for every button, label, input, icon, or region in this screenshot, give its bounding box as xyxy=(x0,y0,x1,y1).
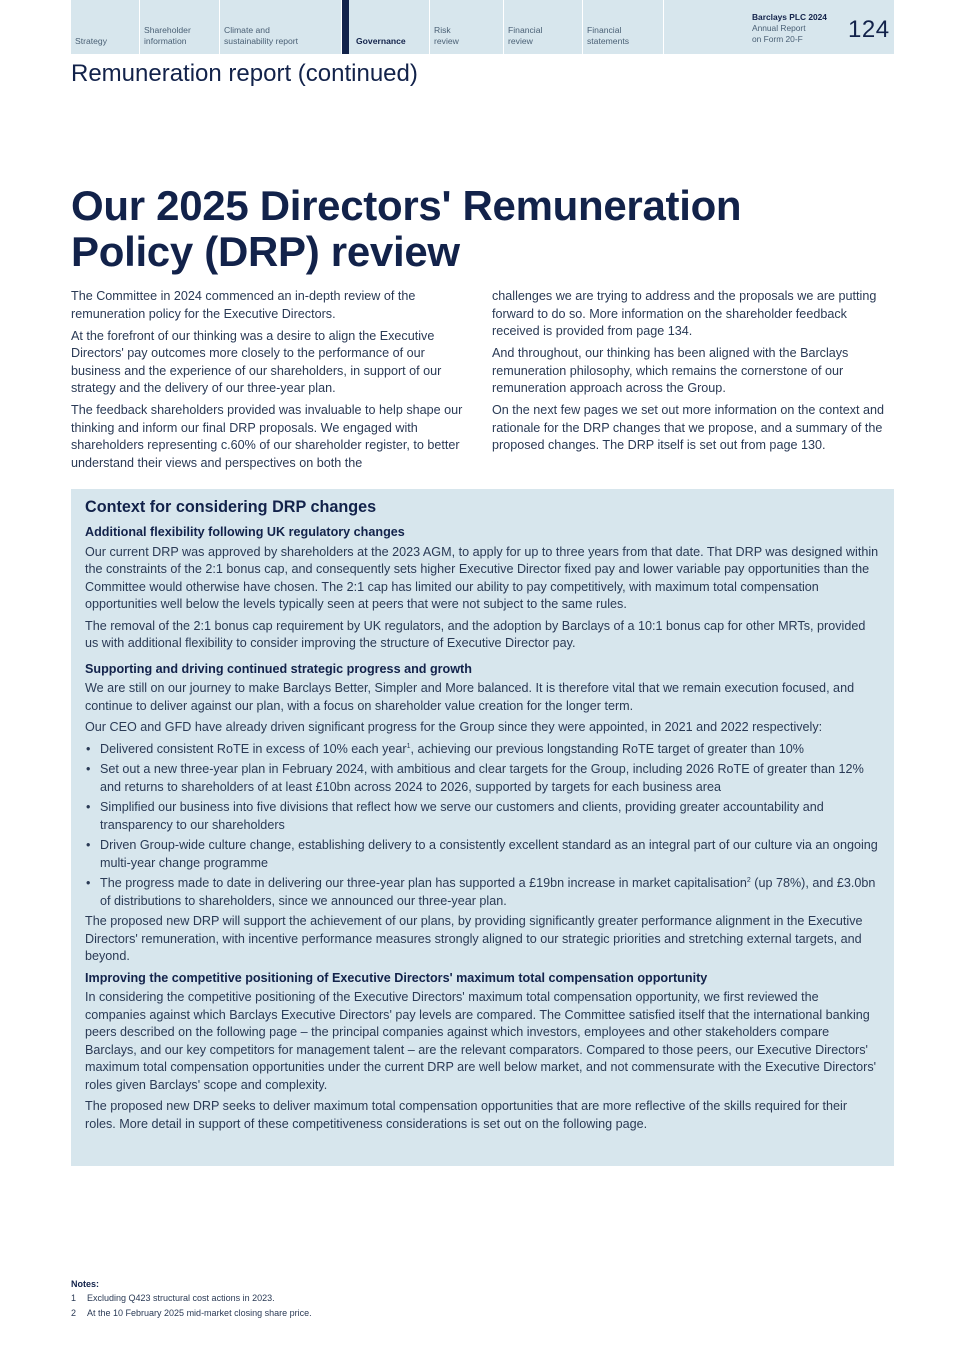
context-paragraph: Our current DRP was approved by shareholders at the 2023 AGM, to apply for up to three years from that date. That DRP was designed within the constraints of the 2:1 bonus cap, and consequently sets higher Executive Director fixed pay and lower variable pay opportunities than the Committee would otherwise have chosen. The 2:1 cap has limited our ability to pay competitively, with maximum total compensation opportunities well below the levels typically seen at peers that were not subject to the same rules. xyxy=(85,544,879,611)
context-paragraph: The proposed new DRP will support the achievement of our plans, by providing significantly greater performance alignment in the Executive Directors' remuneration, with incentive performance measures strongly aligned to our strategic priorities and stretching external targets, and beyond. xyxy=(85,914,863,963)
context-paragraph: In considering the competitive positioning of the Executive Directors' maximum total compensation opportunity, we first reviewed the companies against which Barclays Executive Directors' pay levels are compared. The Committee satisfied itself that the international banking peers described on the following page – the principal companies against which investors, employees and other stakeholders compare Barclays, and our key competitors for management talent – are the relevant comparators. Compared to those peers, our Executive Directors' maximum total compensation opportunities under the current DRP are well below market, and not commensurate with the Executive Directors' roles given Barclays' scope and complexity. xyxy=(85,990,877,1092)
footnote-item: 2 At the 10 February 2025 mid-market closing share price. xyxy=(71,1308,312,1318)
subheading-regulatory: Additional flexibility following UK regulatory changes xyxy=(85,525,405,539)
intro-paragraph: The feedback shareholders provided was invaluable to help shape our thinking and inform our final DRP proposals. We engaged with shareholders representing c.60% of our shareholder register, to better understand their views and perspectives on both the xyxy=(71,403,463,470)
list-item: • Delivered consistent RoTE in excess of 10% each year$^1$, achieving our previous longstanding RoTE target of greater than 10% xyxy=(85,741,880,759)
subheading-competitive-positioning: Improving the competitive positioning of Executive Directors' maximum total compensation opportunity xyxy=(85,970,708,985)
report-form-line: on Form 20-F xyxy=(752,34,803,44)
list-item: • Set out a new three-year plan in February 2024, with ambitious and clear targets for the Group, including 2026 RoTE of greater than 12% and returns to shareholders of at least £10bn across 2024 to 2026, supported by targets for each business area xyxy=(85,761,880,796)
nav-tab-label: Governance xyxy=(356,36,406,46)
progress-bullet-list xyxy=(85,741,880,911)
intro-column-right xyxy=(492,288,897,459)
list-item: • Driven Group-wide culture change, establishing delivery to a consistently excellent standard as an integral part of our culture via an ongoing multi-year change programme xyxy=(85,837,880,872)
footnote-ref: 1 xyxy=(406,742,411,750)
nav-tab-label: Shareholder information xyxy=(144,25,191,46)
footnote-item: 1 Excluding Q423 structural cost actions in 2023. xyxy=(71,1293,275,1303)
nav-tab-climate-sustainability[interactable] xyxy=(220,0,342,54)
nav-tab-financial-statements[interactable] xyxy=(583,0,664,54)
nav-tab-risk-review[interactable] xyxy=(430,0,504,54)
nav-tab-financial-review[interactable] xyxy=(504,0,583,54)
nav-tab-shareholder-information[interactable] xyxy=(140,0,220,54)
notes-title: Notes: xyxy=(71,1279,100,1289)
intro-paragraph: At the forefront of our thinking was a desire to align the Executive Directors' pay outcomes more closely to the performance of our business and the experience of our shareholders, in support of our strategy and the delivery of our three-year plan. xyxy=(71,328,442,395)
report-info xyxy=(752,12,827,45)
list-item: • Simplified our business into five divisions that reflect how we serve our customers and clients, providing greater accountability and transparency to our shareholders xyxy=(85,799,880,834)
report-company: Barclays PLC 2024 xyxy=(752,12,827,22)
list-item: • The progress made to date in delivering our three-year plan has supported a £19bn increase in market capitalisation$^2$ (up 78%), and £3.0bn of distributions to shareholders, since we announced our three-year plan. xyxy=(85,875,880,910)
context-paragraph: We are still on our journey to make Barclays Better, Simpler and More balanced. It is therefore vital that we remain execution focused, and continue to deliver against our plan, with a focus on shareholder value creation for the longer term. xyxy=(85,681,855,713)
context-paragraph: Our CEO and GFD have already driven significant progress for the Group since they were appointed, in 2021 and 2022 respectively: xyxy=(85,720,823,734)
footnotes xyxy=(71,1279,671,1321)
nav-tab-label: Strategy xyxy=(75,36,108,46)
report-title-line: Annual Report xyxy=(752,23,806,33)
intro-paragraph: The Committee in 2024 commenced an in-depth review of the remuneration policy for the Executive Directors. xyxy=(71,289,416,321)
context-paragraph: The removal of the 2:1 bonus cap requirement by UK regulators, and the adoption by Barclays of a 10:1 bonus cap for other MRTs, provided us with additional flexibility to consider improving the structure of Executive Director pay. xyxy=(85,618,866,650)
page-number: 124 xyxy=(848,16,890,43)
nav-tab-label: Climate and sustainability report xyxy=(224,25,299,46)
nav-tab-governance[interactable] xyxy=(342,0,430,54)
nav-tab-label: Financial review xyxy=(508,25,543,46)
context-title: Context for considering DRP changes xyxy=(85,498,377,516)
footnote-ref: 2 xyxy=(746,876,751,884)
intro-paragraph: On the next few pages we set out more information on the context and rationale for the DRP changes that we propose, and a summary of the proposed changes. The DRP itself is set out from page 130. xyxy=(492,403,885,452)
context-paragraph: The proposed new DRP seeks to deliver maximum total compensation opportunities that are more reflective of the skills required for their roles. More detail in support of these competitiveness considerations is set out on the following page. xyxy=(85,1099,848,1131)
page-heading: Our 2025 Directors' Remuneration Policy (DRP) review xyxy=(71,182,742,275)
nav-tab-label: Risk review xyxy=(434,25,459,46)
intro-paragraph: challenges we are trying to address and the proposals we are putting forward to do so. More information on the shareholder feedback received is provided from page 134. xyxy=(492,289,877,338)
nav-tab-strategy[interactable] xyxy=(71,0,140,54)
section-title: Remuneration report (continued) xyxy=(71,60,418,87)
nav-tab-label: Financial statements xyxy=(587,25,630,46)
subheading-strategic-progress: Supporting and driving continued strategic progress and growth xyxy=(85,661,472,676)
context-panel xyxy=(71,489,894,1166)
intro-column-left xyxy=(71,288,476,477)
intro-paragraph: And throughout, our thinking has been aligned with the Barclays remuneration philosophy, which remains the cornerstone of our remuneration approach across the Group. xyxy=(492,346,849,395)
